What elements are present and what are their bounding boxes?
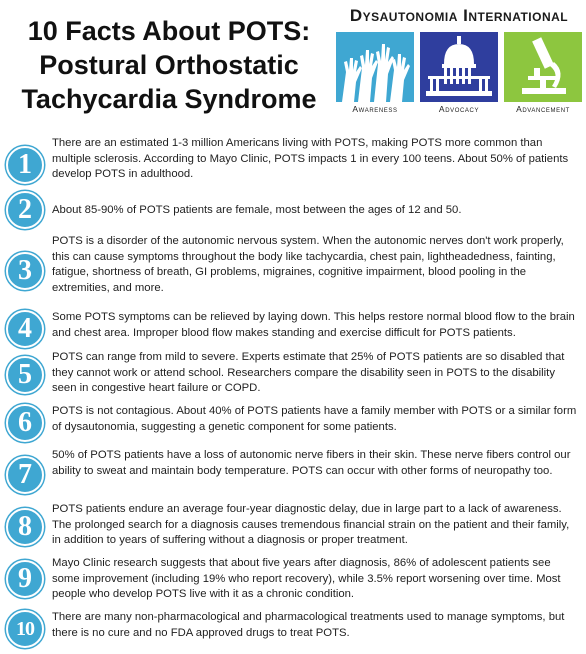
number-badge: 5 [6, 356, 44, 394]
fact-text: Mayo Clinic research suggests that about five years after diagnosis, 86% of adolescent patients see some improvement (including 19% who report recovery), while 3.5% report worsening over time. Most people who develop POTS live with it as a chronic condition. [52, 557, 561, 601]
title-line-3: Tachycardia Syndrome [21, 84, 317, 114]
fact-text: POTS is a disorder of the autonomic nervous system. When the autonomic nerves don't work properly, this can cause symptoms throughout the body like tachycardia, chest pain, lightheadedness, fainting, fatigue, shortness of breath, GI problems, migraines, cognitive impairment, blood pooling in the extremities, and more. [52, 235, 564, 294]
number-badge: 10 [6, 610, 44, 648]
fact-text: POTS is not contagious. About 40% of POTS patients have a family member with POTS or a similar form of dysautonomia, suggesting a genetic component for some patients. [52, 405, 577, 433]
fact-text: POTS can range from mild to severe. Experts estimate that 25% of POTS patients are so disabled that they cannot work or attend school. Researchers compare the disability seen in POTS to the disability seen in congestive heart failure or COPD. [52, 351, 565, 395]
fact-text: There are many non-pharmacological and pharmacological treatments used to manage symptoms, but there is no cure and no FDA approved drugs to treat POTS. [52, 611, 565, 639]
fact-text: Some POTS symptoms can be relieved by laying down. This helps restore normal blood flow to the brain and chest area. Improper blood flow makes standing and exercise difficult for POTS patients. [52, 311, 575, 339]
organization-name: Dysautonomia International [349, 6, 569, 25]
fact-text: 50% of POTS patients have a loss of autonomic nerve fibers in their skin. These nerve fibers control our ability to sweat and maintain body temperature. POTS can occur with other forms of neuropathy too. [52, 449, 571, 477]
fact-text: About 85-90% of POTS patients are female, most between the ages of 12 and 50. [52, 204, 462, 216]
number-badge: 3 [6, 252, 44, 290]
title-line-1: 10 Facts About POTS: [27, 16, 311, 46]
awareness-caption: Awareness [352, 104, 398, 114]
fact-text: There are an estimated 1-3 million Americans living with POTS, making POTS more common than multiple sclerosis. According to Mayo Clinic, POTS impacts 1 in every 100 teens. About 50% of patients develop POTS in adulthood. [52, 137, 569, 181]
advancement-panel [504, 32, 582, 118]
raised-hands-icon [336, 32, 414, 102]
fact-text: POTS patients endure an average four-year diagnostic delay, due in large part to a lack of awareness. The prolonged search for a diagnosis causes tremendous financial strain on the patient and their family, in addition to years of suffering without a diagnosis or proper treatment. [52, 503, 570, 547]
number-badge: 9 [6, 560, 44, 598]
organization-logo [336, 6, 582, 114]
advancement-caption: Advancement [516, 104, 570, 114]
logo-panels [336, 32, 582, 118]
title-line-2: Postural Orthostatic [39, 50, 299, 80]
awareness-panel [336, 32, 414, 118]
capitol-building-icon [420, 32, 498, 102]
number-badge: 4 [6, 310, 44, 348]
advocacy-caption: Advocacy [438, 104, 480, 114]
number-badge: 2 [6, 191, 44, 229]
number-badge: 6 [6, 404, 44, 442]
number-badge: 7 [6, 456, 44, 494]
microscope-icon [504, 32, 582, 102]
advocacy-panel [420, 32, 498, 118]
number-badge: 8 [6, 508, 44, 546]
page-title [0, 14, 338, 116]
number-badge: 1 [6, 146, 44, 184]
